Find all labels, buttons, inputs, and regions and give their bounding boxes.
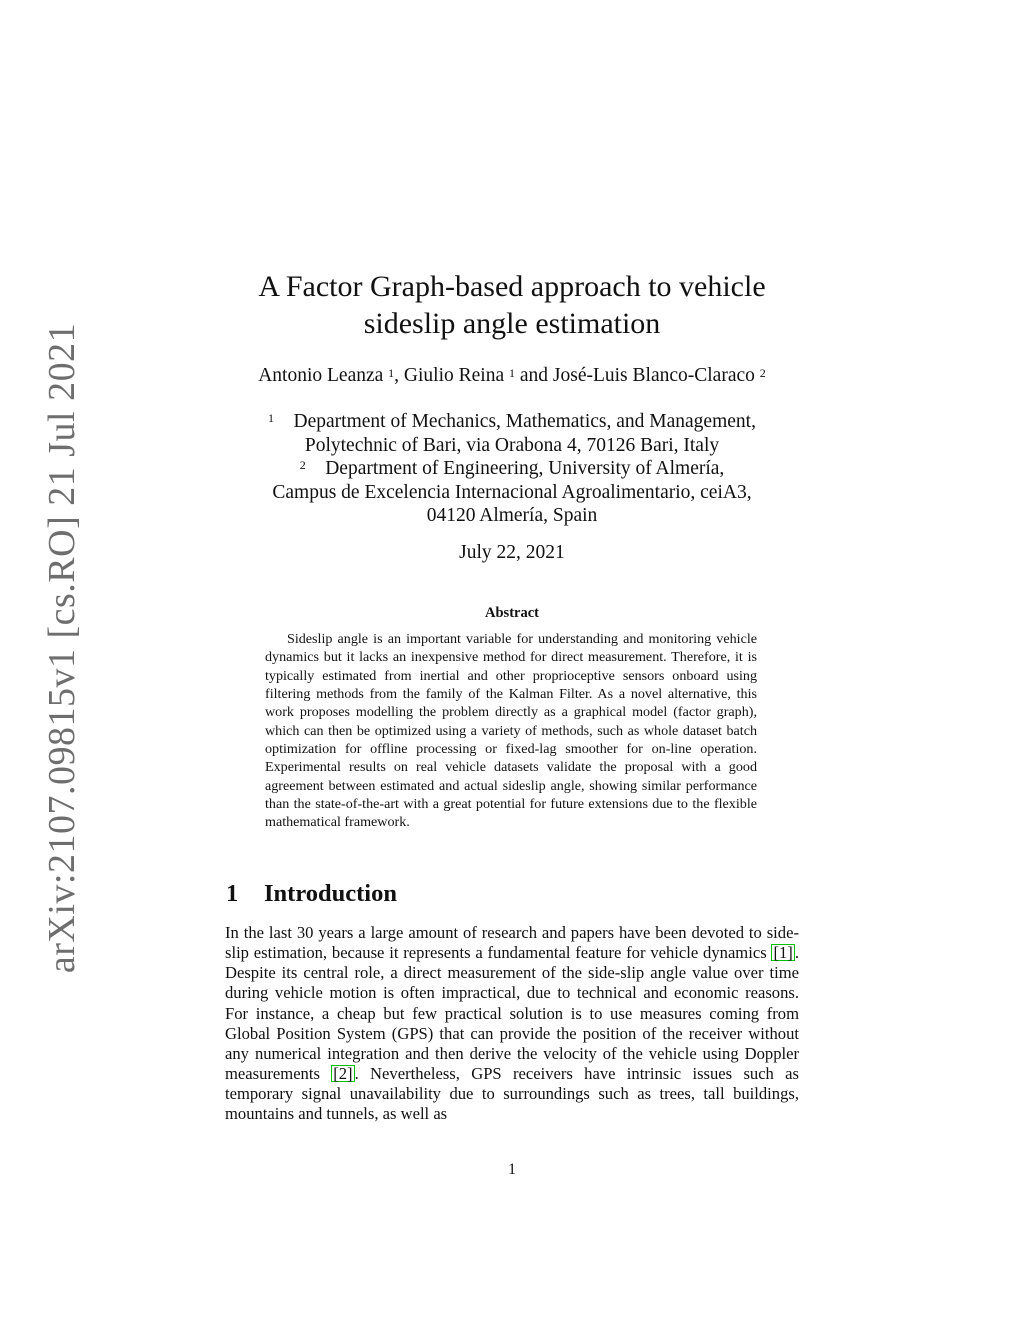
citation-link-1[interactable]: [1]	[773, 943, 793, 963]
section-heading	[226, 880, 397, 908]
section-title: Introduction	[264, 880, 397, 907]
affiliation-1-mark: 1	[268, 411, 275, 425]
abstract-heading: Abstract	[485, 605, 539, 621]
author-separator-2: and	[515, 365, 553, 386]
intro-text-2: . Despite its central role, a direct measurement of the side-slip angle value over time during vehicle motion is often impractical, due to technical and economic reasons. For instance, a cheap but few practical solution is to use measures coming from Global Position System (GPS) that can provide the position of the receiver without any numerical integration and then derive the velocity of the vehicle using Doppler measurements	[225, 943, 799, 1084]
section-number: 1	[226, 880, 239, 907]
affiliation-2-text-1: Department of Engineering, University of Almería,	[325, 458, 725, 479]
affiliation-1-line-2: Polytechnic of Bari, via Orabona 4, 70126 Bari, Italy	[304, 434, 720, 456]
introduction-paragraph	[225, 923, 799, 1125]
abstract-text: Sideslip angle is an important variable for understanding and monitoring vehicle dynamics but it lacks an inexpensive method for direct measurement. Therefore, it is typically estimated from inertial and other proprioceptive sensors onboard using filtering methods from the family of the Kalman Filter. As a novel alternative, this work proposes modelling the problem directly as a graphical model (factor graph), which can then be optimized using a variety of methods, such as whole dataset batch optimization for offline processing or fixed-lag smoother for on-line operation. Experimental results on real vehicle datasets validate the proposal with a good agreement between estimated and actual sideslip angle, showing similar performance than the state-of-the-art with a great potential for future extensions due to the flexible mathematical framework.	[265, 631, 757, 831]
title-line-1: A Factor Graph-based approach to vehicle	[258, 270, 766, 303]
affiliation-2-line-1	[150, 457, 874, 481]
author-separator-1: ,	[394, 365, 404, 386]
affiliation-1-line-1	[150, 410, 874, 434]
page-number: 1	[508, 1161, 516, 1178]
affiliations	[150, 410, 874, 528]
author-3-affil-mark: 2	[759, 366, 766, 380]
author-1: Antonio Leanza	[258, 365, 384, 386]
affiliation-2-line-2: Campus de Excelencia Internacional Agroalimentario, ceiA3,	[272, 481, 752, 503]
paper-date: July 22, 2021	[459, 542, 565, 563]
affiliation-1-text-1: Department of Mechanics, Mathematics, and Management,	[293, 411, 756, 432]
paper-title	[180, 268, 844, 342]
author-2-affil-mark: 1	[509, 366, 515, 380]
affiliation-2-mark: 2	[299, 458, 306, 472]
author-2: Giulio Reina	[403, 365, 505, 386]
affiliation-2-line-3: 04120 Almería, Spain	[426, 505, 598, 526]
author-1-affil-mark: 1	[388, 366, 395, 380]
citation-link-2[interactable]: [2]	[333, 1064, 353, 1084]
author-list	[150, 364, 874, 388]
intro-text-3: . Nevertheless, GPS receivers have intrinsic issues such as temporary signal unavailability due to surroundings such as trees, tall buildings, mountains and tunnels, as well as	[225, 1064, 799, 1124]
arxiv-identifier: arXiv:2107.09815v1 [cs.RO] 21 Jul 2021	[41, 322, 83, 974]
title-line-2: sideslip angle estimation	[363, 307, 661, 340]
intro-text-1: In the last 30 years a large amount of research and papers have been devoted to side-slip estimation, because it represents a fundamental feature for vehicle dynamics	[225, 923, 799, 963]
author-3: José-Luis Blanco-Claraco	[552, 365, 755, 386]
